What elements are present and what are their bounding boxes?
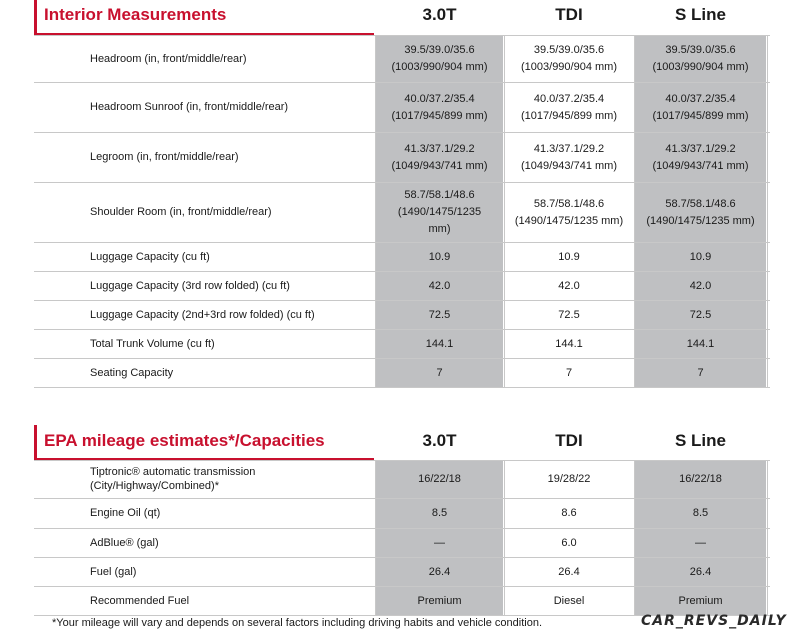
epa-row-label: Tiptronic® automatic transmission (City/Highway/Combined)* xyxy=(90,466,256,492)
interior-cell-text: 42.0 xyxy=(558,279,580,292)
epa-cell-text: — xyxy=(695,536,706,549)
interior-row-divider xyxy=(34,387,770,388)
interior-cell-text: (1490/1475/1235 mm) xyxy=(646,214,755,227)
epa-cell xyxy=(505,587,633,615)
interior-row-label: Shoulder Room (in, front/middle/rear) xyxy=(90,206,272,218)
interior-cell-text: 39.5/39.0/35.6 xyxy=(533,44,605,56)
epa-column-divider xyxy=(504,460,505,615)
footnote: *Your mileage will vary and depends on several factors including driving habits and vehicle condition. xyxy=(52,617,542,629)
epa-header-tdi: TDI xyxy=(555,431,583,450)
epa-cell xyxy=(376,587,503,615)
interior-cell xyxy=(376,133,503,182)
epa-cell-text: Diesel xyxy=(553,594,585,607)
epa-cell-text: 26.4 xyxy=(428,565,451,578)
epa-cell xyxy=(635,461,766,498)
epa-cell xyxy=(376,529,503,557)
interior-cell xyxy=(505,183,633,242)
epa-row-label: AdBlue® (gal) xyxy=(90,536,159,549)
interior-cell-text: 39.5/39.0/35.6 xyxy=(665,44,736,56)
interior-cell-text: 72.5 xyxy=(558,308,580,321)
interior-cell-text: (1003/990/904 mm) xyxy=(652,61,749,73)
interior-cell-text: 10.9 xyxy=(558,250,580,263)
interior-cell xyxy=(635,272,766,300)
interior-cell xyxy=(635,83,766,132)
interior-column-divider xyxy=(504,35,505,387)
interior-row-label: Luggage Capacity (cu ft) xyxy=(90,250,210,263)
interior-cell-text: 7 xyxy=(697,366,704,379)
epa-header-s-line: S Line xyxy=(674,431,726,450)
interior-cell-text: (1017/945/899 mm) xyxy=(652,109,749,122)
epa-cell-text: Premium xyxy=(417,594,462,607)
epa-row-label: Recommended Fuel xyxy=(90,594,190,607)
epa-cell xyxy=(635,558,766,586)
epa-cell xyxy=(505,461,633,498)
epa-cell xyxy=(376,461,503,498)
interior-cell xyxy=(376,272,503,300)
interior-cell-text: 40.0/37.2/35.4 xyxy=(533,92,605,105)
epa-column-divider xyxy=(767,460,768,615)
epa-header-3-0t: 3.0T xyxy=(422,431,457,450)
interior-column-divider xyxy=(767,35,768,387)
epa-cell-text: 6.0 xyxy=(561,536,577,549)
interior-cell-text: 42.0 xyxy=(428,279,451,292)
epa-cell xyxy=(505,529,633,557)
epa-cell-text: 16/22/18 xyxy=(418,473,461,485)
interior-cell-text: 72.5 xyxy=(689,308,712,321)
interior-row-label: Headroom (in, front/middle/rear) xyxy=(90,52,247,65)
interior-cell xyxy=(376,83,503,132)
interior-cell-text: 41.3/37.1/29.2 xyxy=(404,142,475,155)
epa-cell xyxy=(376,558,503,586)
interior-cell-text: 7 xyxy=(565,366,573,379)
interior-cell xyxy=(635,183,766,242)
epa-cell-text: 8.5 xyxy=(692,507,709,519)
interior-cell xyxy=(635,330,766,358)
epa-title: EPA mileage estimates*/Capacities xyxy=(44,431,325,450)
interior-cell-text: mm) xyxy=(428,223,451,235)
interior-cell xyxy=(376,359,503,387)
interior-title: Interior Measurements xyxy=(44,5,227,24)
epa-cell-text: 26.4 xyxy=(558,565,580,578)
interior-row-label: Luggage Capacity (2nd+3rd row folded) (cu ft) xyxy=(90,308,315,321)
epa-cell-text: 8.5 xyxy=(431,507,448,519)
interior-cell xyxy=(635,36,766,82)
interior-cell-text: (1490/1475/1235 xyxy=(397,206,482,218)
interior-cell-text: (1003/990/904 mm) xyxy=(391,61,488,73)
interior-cell-text: 39.5/39.0/35.6 xyxy=(404,44,475,56)
interior-cell xyxy=(635,301,766,329)
interior-cell xyxy=(505,83,633,132)
watermark-logo: CAR_REVS_DAILY xyxy=(641,613,787,629)
interior-cell-text: 10.9 xyxy=(428,250,451,263)
epa-cell xyxy=(635,529,766,557)
interior-cell-text: 58.7/58.1/48.6 xyxy=(533,197,605,210)
interior-cell-text: 10.9 xyxy=(689,250,712,263)
epa-column-divider xyxy=(634,460,635,615)
interior-cell-text: 41.3/37.1/29.2 xyxy=(533,142,605,155)
interior-cell xyxy=(505,301,633,329)
interior-cell-text: 40.0/37.2/35.4 xyxy=(404,92,475,105)
interior-cell-text: (1049/943/741 mm) xyxy=(521,159,617,172)
epa-cell-text: 26.4 xyxy=(689,565,712,578)
epa-cell xyxy=(505,499,633,528)
interior-cell-text: 144.1 xyxy=(555,337,583,350)
interior-cell-text: (1049/943/741 mm) xyxy=(391,159,488,172)
interior-header-s-line: S Line xyxy=(674,5,726,24)
epa-cell xyxy=(635,499,766,528)
epa-title-accent-bar xyxy=(34,425,37,459)
epa-row-label: Fuel (gal) xyxy=(90,565,137,578)
interior-column-divider xyxy=(634,35,635,387)
interior-cell xyxy=(505,359,633,387)
interior-cell xyxy=(635,133,766,182)
interior-cell-text: 144.1 xyxy=(686,337,715,350)
interior-cell xyxy=(376,301,503,329)
interior-cell-text: (1017/945/899 mm) xyxy=(391,109,488,122)
interior-cell xyxy=(505,243,633,271)
epa-column-divider xyxy=(375,460,376,615)
interior-cell-text: (1003/990/904 mm) xyxy=(521,61,617,73)
epa-cell-text: 19/28/22 xyxy=(547,473,591,485)
epa-cell xyxy=(376,499,503,528)
interior-row-label: Luggage Capacity (3rd row folded) (cu ft) xyxy=(90,279,290,292)
interior-cell xyxy=(376,330,503,358)
interior-title-accent-bar xyxy=(34,0,37,34)
epa-cell-text: Premium xyxy=(678,594,723,607)
interior-row-label: Legroom (in, front/middle/rear) xyxy=(90,151,239,163)
interior-row-label: Headroom Sunroof (in, front/middle/rear) xyxy=(90,101,289,113)
interior-cell-text: 7 xyxy=(436,366,443,379)
interior-cell-text: 58.7/58.1/48.6 xyxy=(404,189,475,201)
interior-row-label: Total Trunk Volume (cu ft) xyxy=(90,337,215,350)
interior-cell xyxy=(635,243,766,271)
interior-cell-text: 40.0/37.2/35.4 xyxy=(665,92,736,105)
interior-cell-text: 144.1 xyxy=(425,337,454,350)
interior-row-label: Seating Capacity xyxy=(90,366,174,379)
interior-cell-text: 72.5 xyxy=(428,308,451,321)
interior-cell xyxy=(505,133,633,182)
epa-cell-text: 16/22/18 xyxy=(679,473,722,485)
interior-cell xyxy=(635,359,766,387)
epa-cell-text: 8.6 xyxy=(561,507,577,519)
interior-cell-text: 42.0 xyxy=(689,279,712,292)
interior-cell-text: 58.7/58.1/48.6 xyxy=(665,197,736,210)
interior-cell xyxy=(505,36,633,82)
interior-header-3-0t: 3.0T xyxy=(422,5,457,24)
interior-cell-text: (1049/943/741 mm) xyxy=(652,159,749,172)
epa-cell-text: — xyxy=(434,536,445,549)
interior-cell xyxy=(376,183,503,242)
epa-cell xyxy=(505,558,633,586)
interior-column-divider xyxy=(375,35,376,387)
interior-cell xyxy=(376,243,503,271)
interior-cell xyxy=(376,36,503,82)
interior-cell-text: (1490/1475/1235 mm) xyxy=(514,214,624,227)
epa-row-label: Engine Oil (qt) xyxy=(90,507,161,519)
interior-cell-text: (1017/945/899 mm) xyxy=(521,109,617,122)
interior-cell xyxy=(505,330,633,358)
interior-cell xyxy=(505,272,633,300)
epa-cell xyxy=(635,587,766,615)
interior-header-tdi: TDI xyxy=(555,5,583,24)
interior-cell-text: 41.3/37.1/29.2 xyxy=(665,142,736,155)
